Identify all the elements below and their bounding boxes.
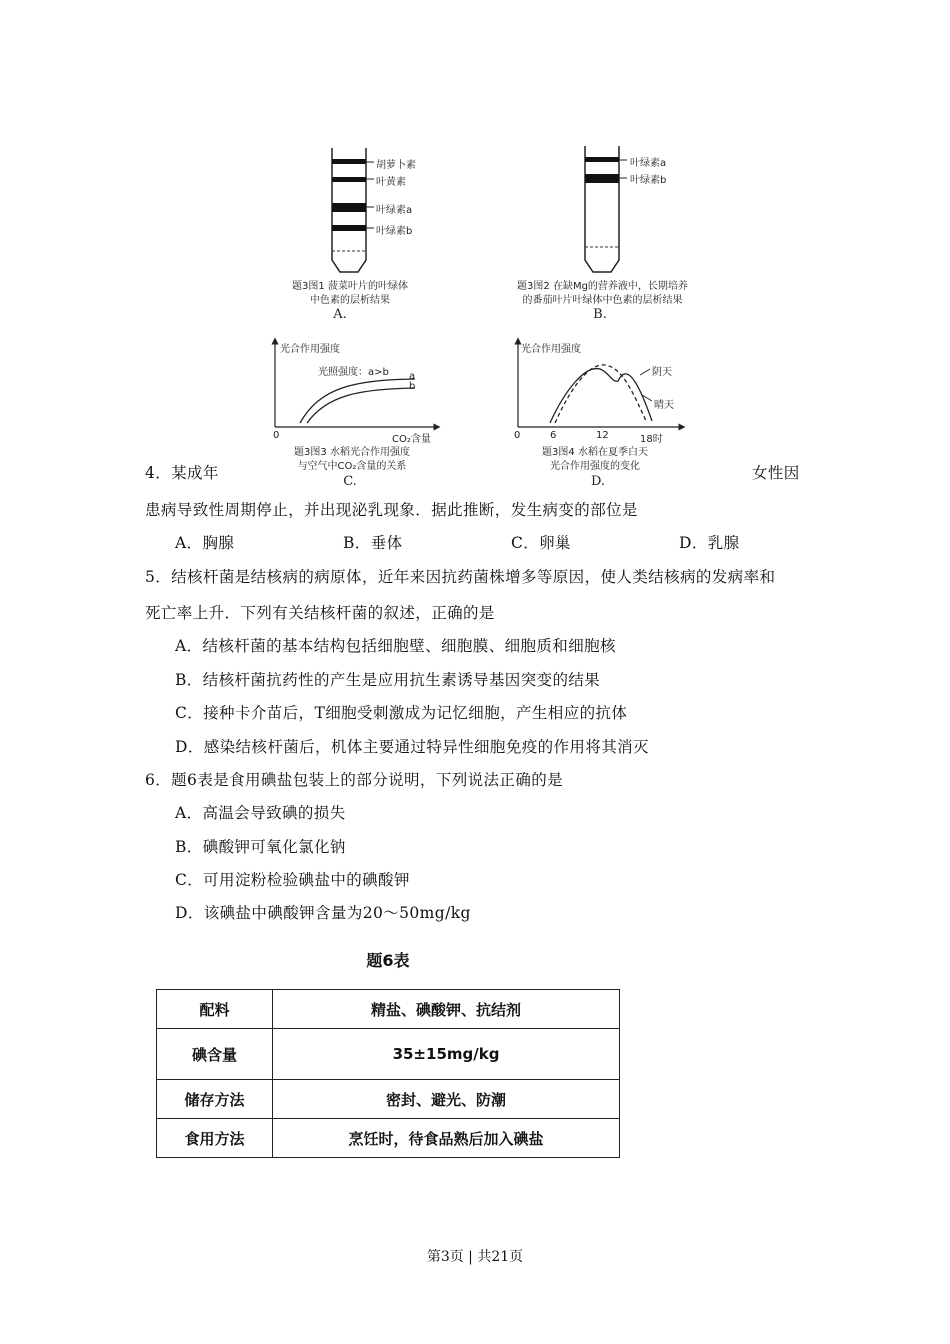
fig3-series-b: b — [409, 381, 416, 392]
q4-stem-line2: 患病导致性周期停止，并出现泌乳现象．据此推断，发生病变的部位是 — [145, 501, 638, 519]
q6-option-d: D．该碘盐中碘酸钾含量为20～50mg/kg — [175, 904, 471, 922]
fig4-series-cloudy: 阴天 — [652, 367, 672, 378]
q5-option-a: A．结核杆菌的基本结构包括细胞壁、细胞膜、细胞质和细胞核 — [175, 637, 616, 655]
fig2-caption-line1: 题3图2 在缺Mg的营养液中，长期培养 — [517, 281, 688, 292]
table6-value: 密封、避光、防潮 — [273, 1080, 620, 1119]
fig1-label-chlorophyll-b: 叶绿素b — [376, 226, 413, 237]
table6-value: 35±15mg/kg — [273, 1029, 620, 1080]
fig4-caption-line1: 题3图4 水稻在夏季白天 — [542, 447, 648, 458]
table-row — [157, 990, 620, 1029]
fig2-caption — [505, 280, 700, 308]
fig4-xtick-18: 18时 — [640, 434, 663, 445]
fig4-ylabel: 光合作用强度 — [521, 344, 581, 355]
q4-stem-end: 女性因 — [752, 464, 800, 482]
fig2-caption-line2: 的番茄叶片叶绿体中色素的层析结果 — [522, 295, 683, 306]
table6-key: 碘含量 — [157, 1029, 273, 1080]
q4-option-b: B．垂体 — [343, 534, 403, 552]
page-footer: 第3页 | 共21页 — [426, 1249, 524, 1265]
q4-stem-start: 4．某成年 — [145, 464, 219, 482]
q5-stem-line2: 死亡率上升．下列有关结核杆菌的叙述，正确的是 — [145, 604, 495, 622]
table6-key: 食用方法 — [157, 1119, 273, 1158]
q5-stem-line1: 5．结核杆菌是结核病的病原体，近年来因抗药菌株增多等原因，使人类结核病的发病率和 — [145, 568, 776, 586]
fig3-ylabel: 光合作用强度 — [280, 344, 340, 355]
fig1-caption-line2: 中色素的层析结果 — [310, 295, 390, 306]
fig1-caption-line1: 题3图1 菠菜叶片的叶绿体 — [292, 281, 408, 292]
q4-option-d: D．乳腺 — [679, 534, 740, 552]
fig3-caption-line1: 题3图3 水稻光合作用强度 — [294, 447, 410, 458]
table-row — [157, 1029, 620, 1080]
fig4-xtick-0: 0 — [514, 430, 521, 441]
fig3-origin: 0 — [273, 430, 280, 441]
q5-option-b: B．结核杆菌抗药性的产生是应用抗生素诱导基因突变的结果 — [175, 671, 601, 689]
fig4-series-sunny: 晴天 — [654, 400, 674, 411]
q6-stem: 6．题6表是食用碘盐包装上的部分说明，下列说法正确的是 — [145, 771, 564, 789]
q6-option-a: A．高温会导致碘的损失 — [175, 804, 346, 822]
fig3-letter: C. — [343, 474, 357, 489]
q5-option-d: D．感染结核杆菌后，机体主要通过特异性细胞免疫的作用将其消灭 — [175, 738, 649, 756]
table6 — [156, 989, 620, 1158]
fig4-caption — [520, 446, 670, 474]
q6-option-b: B．碘酸钾可氧化氯化钠 — [175, 838, 346, 856]
fig4-xtick-12: 12 — [596, 430, 609, 441]
fig4-xtick-6: 6 — [550, 430, 557, 441]
table6-value: 烹饪时，待食品熟后加入碘盐 — [273, 1119, 620, 1158]
fig4-caption-line2: 光合作用强度的变化 — [550, 461, 640, 472]
fig2-label-chlorophyll-a: 叶绿素a — [630, 158, 667, 169]
q6-option-c: C．可用淀粉检验碘盐中的碘酸钾 — [175, 871, 410, 889]
fig3-caption-line2: 与空气中CO₂含量的关系 — [297, 461, 407, 472]
table6-value: 精盐、碘酸钾、抗结剂 — [273, 990, 620, 1029]
fig2-letter: B. — [593, 307, 607, 322]
q4-option-a: A．胸腺 — [175, 534, 235, 552]
q4-option-c: C．卵巢 — [511, 534, 571, 552]
table-row — [157, 1119, 620, 1158]
fig3-caption — [272, 446, 432, 474]
fig1-letter: A. — [333, 307, 347, 322]
table6-key: 配料 — [157, 990, 273, 1029]
fig1-label-xanthophyll: 叶黄素 — [376, 177, 406, 188]
fig1-label-carotene: 胡萝卜素 — [376, 160, 416, 171]
fig1-label-chlorophyll-a: 叶绿素a — [376, 205, 413, 216]
table6-key: 储存方法 — [157, 1080, 273, 1119]
fig3-xlabel: CO₂含量 — [392, 434, 431, 445]
fig1-caption — [270, 280, 430, 308]
fig2-label-chlorophyll-b: 叶绿素b — [630, 175, 667, 186]
table-row — [157, 1080, 620, 1119]
fig3-series-a: a — [409, 371, 416, 382]
fig4-letter: D. — [590, 474, 606, 489]
table6-title: 题6表 — [366, 951, 410, 970]
q5-option-c: C．接种卡介苗后，T细胞受刺激成为记忆细胞，产生相应的抗体 — [175, 704, 628, 722]
fig3-annotation: 光照强度：a>b — [318, 367, 389, 378]
